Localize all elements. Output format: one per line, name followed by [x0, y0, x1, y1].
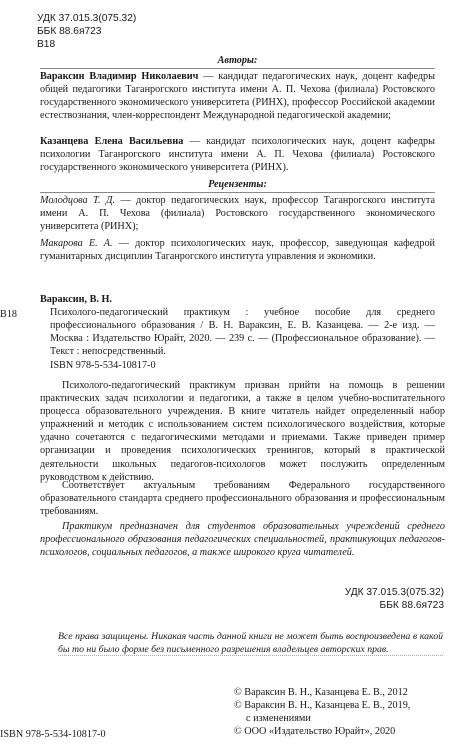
abstract-paragraph-1: Психолого-педагогический практикум призван прийти на помощь в решении практических задач психологии и педагогики, а также в целом учебно-воспитательного процесса образовательного учреждения. В книге читатель найдет определенный набор упражнений и методик с использованием систем психологического воздействия, которые удачно сочетаются с педагогическими методами и приемами. Также приведен пример организации и проведения психологических тренингов, который в практической деятельности школьных педагогов-психологов может послужить определенным руководством к действию.	[40, 380, 445, 483]
copyright-line-3: с изменениями	[246, 713, 311, 724]
classification-udk: УДК 37.015.3(075.32)	[344, 587, 444, 598]
catalog-description: Психолого-педагогический практикум : учебное пособие для среднего профессионального образования / В. Н. Вараксин, Е. В. Казанцева. — 2-е изд. — Москва : Издательство Юрайт, 2020. — 239 с. — (Профессиональное образование). — Текст : непосредственный.	[50, 307, 435, 358]
author-entry-1	[40, 70, 435, 122]
header-udk: УДК 37.015.3(075.32)	[37, 13, 137, 24]
copyright-line-2: © Вараксин В. Н., Казанцева Е. В., 2019,	[234, 700, 411, 711]
header-bbk: ББК 88.6я723	[37, 26, 102, 37]
catalog-author: Вараксин, В. Н.	[40, 294, 112, 305]
author-name: Вараксин Владимир Николаевич	[40, 71, 199, 82]
authors-heading: Авторы:	[217, 55, 258, 66]
author-description: — кандидат психологических наук, доцент кафедры психологии Таганрогского института имени А. П. Чехова (филиала) Ростовского государственного экономического университета (РИНХ).	[40, 136, 435, 174]
header-code: В18	[37, 39, 56, 50]
author-name: Казанцева Елена Васильевна	[40, 136, 184, 147]
reviewers-heading: Рецензенты:	[208, 179, 267, 190]
author-entry-2	[40, 135, 435, 174]
reviewer-description: — доктор психологических наук, профессор, заведующая кафедрой гуманитарных дисциплин Таганрогского института управления и экономики.	[40, 238, 435, 263]
abstract-paragraph-3: Практикум предназначен для студентов образовательных учреждений среднего профессионального образования педагогических специальностей, практикующих педагогов-психологов, социальных педагогов, а также широкого круга читателей.	[40, 521, 445, 559]
author-description: — кандидат педагогических наук, доцент кафедры общей педагогики Таганрогского института имени А. П. Чехова (филиала) Ростовского государственного экономического университета (РИНХ), профессор Российской академии естествознания, член-корреспондент Международной педагогической академии;	[40, 71, 435, 122]
catalog-code: В18	[0, 309, 17, 320]
reviewer-name: Молодцова Т. Д.	[40, 195, 116, 206]
reviewer-entry-2	[40, 237, 435, 263]
copyright-line-4: © ООО «Издательство Юрайт», 2020	[234, 726, 396, 737]
rights-notice: Все права защищены. Никакая часть данной книги не может быть воспроизведена в какой бы то ни было форме без письменного разрешения владельцев авторских прав.	[58, 631, 443, 656]
divider	[40, 68, 435, 69]
copyright-line-1: © Вараксин В. Н., Казанцева Е. В., 2012	[234, 687, 408, 698]
reviewer-name: Макарова Е. А.	[40, 238, 113, 249]
abstract-paragraph-2: Соответствует актуальным требованиям Федерального государственного образовательного стандарта среднего профессионального образования и профессиональным требованиям.	[40, 480, 445, 518]
divider	[58, 655, 443, 656]
footer-isbn: ISBN 978-5-534-10817-0	[0, 729, 106, 740]
reviewer-entry-1	[40, 194, 435, 233]
catalog-isbn: ISBN 978-5-534-10817-0	[50, 360, 156, 371]
reviewer-description: — доктор педагогических наук, профессор Таганрогского института имени А. П. Чехова (филиала) Ростовского государственного экономического университета (РИНХ);	[40, 195, 436, 233]
classification-bbk: ББК 88.6я723	[379, 600, 444, 611]
divider	[40, 192, 435, 193]
